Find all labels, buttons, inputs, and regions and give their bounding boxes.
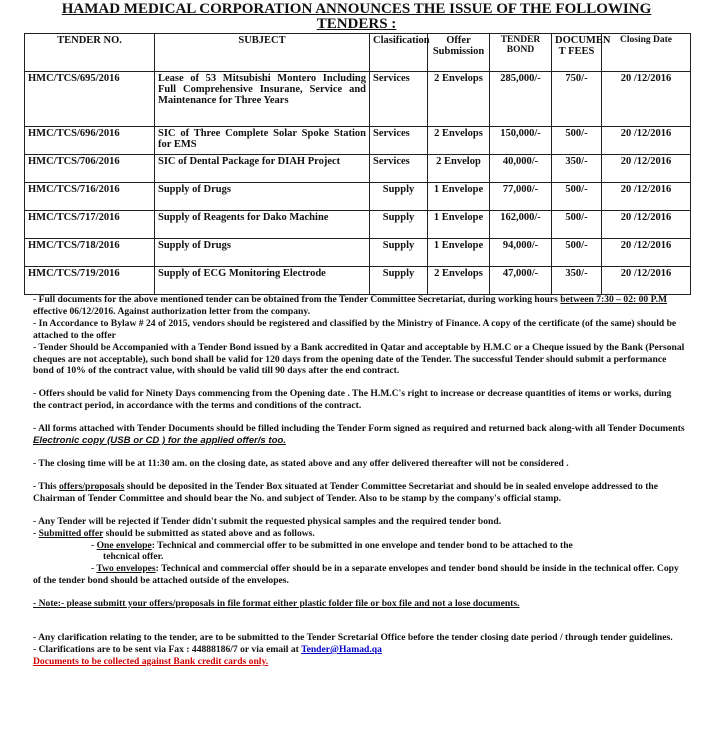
tenders-table [24,33,691,295]
bond-cell: 285,000/- [490,72,552,127]
classification-cell: Supply [370,267,428,295]
closing-date-cell: 20 /12/2016 [602,239,691,267]
classification-cell: Services [370,72,428,127]
tender-notes [33,294,685,668]
bond-cell: 162,000/- [490,211,552,239]
bond-cell: 77,000/- [490,183,552,211]
tender-no-cell: HMC/TCS/716/2016 [25,183,155,211]
subject-cell: Supply of Drugs [155,183,370,211]
table-row [25,239,691,267]
closing-date-cell: 20 /12/2016 [602,211,691,239]
note-contact: - Clarifications are to be sent via Fax : 44888186/7 or via email at Tender@Hamad.qa [33,643,382,655]
classification-cell: Supply [370,211,428,239]
note-closing-time: - The closing time will be at 11:30 am. on the closing date, as stated above and any offer delivered thereafter will not be considered . [33,457,569,469]
closing-date-cell: 20 /12/2016 [602,155,691,183]
fee-cell: 750/- [552,72,602,127]
closing-date-cell: 20 /12/2016 [602,127,691,155]
note-validity: - Offers should be valid for Ninety Days commencing from the Opening date . The H.M.C's right to increase or decrease quantities of items or works, during the contract period, in accordance with the terms and conditions of the contract. [33,388,672,412]
closing-date-cell: 20 /12/2016 [602,72,691,127]
bond-cell: 40,000/- [490,155,552,183]
offer-cell: 2 Envelops [428,127,490,155]
header-document-fees: DOCUMEN T FEES [552,34,602,72]
fee-cell: 500/- [552,211,602,239]
tender-no-cell: HMC/TCS/695/2016 [25,72,155,127]
offer-cell: 2 Envelop [428,155,490,183]
tender-no-cell: HMC/TCS/696/2016 [25,127,155,155]
offer-cell: 2 Envelops [428,267,490,295]
tender-no-cell: HMC/TCS/706/2016 [25,155,155,183]
note-forms: - All forms attached with Tender Documents should be filled including the Tender Form signed as required and returned back along-with all Tender Documents Electronic copy (USB or CD ) for the applied offer/s too. [33,423,685,447]
header-classification: Clasification [370,34,428,72]
note-documents: - Full documents for the above mentioned tender can be obtained from the Tender Committee Secretariat, during working hours between 7:30 – 02: 00 P.M effective 06/12/2016. Against authorization letter from the company. [33,294,668,317]
header-subject: SUBJECT [155,34,370,72]
offer-cell: 1 Envelope [428,239,490,267]
closing-date-cell: 20 /12/2016 [602,267,691,295]
header-offer-submission: Offer Submission [428,34,490,72]
page-title [0,2,713,32]
fee-cell: 500/- [552,127,602,155]
closing-date-cell: 20 /12/2016 [602,183,691,211]
offer-cell: 1 Envelope [428,211,490,239]
header-closing-date: Closing Date [602,34,691,72]
note-tender-bond: - Tender Should be Accompanied with a Tender Bond issued by a Bank accredited in Qatar and acceptable by H.M.C or a Cheque issued by the Bank (Personal cheques are not acceptable), such bond shall be valid for 120 days from the opening date of the Tender. The successful Tender should submit a performance bond of 10% of the contract value, with should be valid till 90 days after the end contract. [33,341,685,377]
classification-cell: Supply [370,239,428,267]
fee-cell: 350/- [552,155,602,183]
note-submitted-offer: - Submitted offer should be submitted as stated above and as follows. [33,527,315,539]
note-deposit: - This offers/proposals should be deposited in the Tender Box situated at Tender Committee Secretariat and should be in sealed envelope addressed to the Chairman of Tender Committee and should bear the No. and subject of Tender. Also to be stamp by the company's official stamp. [33,480,658,504]
fee-cell: 500/- [552,239,602,267]
note-rejection: - Any Tender will be rejected if Tender didn't submit the requested physical samples and the required tender bond. [33,515,502,527]
note-bank-cards: Documents to be collected against Bank credit cards only. [33,655,269,667]
note-registration: - In Accordance to Bylaw # 24 of 2015, vendors should be registered and classified by the Ministry of Finance. A copy of the certificate (of the same) should be attached to the offer [33,317,677,341]
classification-cell: Services [370,155,428,183]
table-row [25,183,691,211]
subject-cell: Supply of ECG Monitoring Electrode [155,267,370,295]
offer-cell: 2 Envelops [428,72,490,127]
fee-cell: 500/- [552,183,602,211]
subject-cell: SIC of Three Complete Solar Spoke Station for EMS [155,127,370,155]
table-row [25,211,691,239]
note-two-envelopes: - Two envelopes: Technical and commercial offer should be in a separate envelopes and tender bond should be inside in the technical offer. Copy of the tender bond should be attached outside of the envelopes. [33,563,679,587]
subject-cell: Lease of 53 Mitsubishi Montero Including Full Comprehensive Insurane, Service and Maintenance for Three Years [155,72,370,127]
email-link[interactable]: Tender@Hamad.qa [301,643,382,655]
note-one-envelope: - One envelope: Technical and commercial offer to be submitted in one envelope and tender bond to be attached to the [91,539,573,551]
title-line-1: HAMAD MEDICAL CORPORATION ANNOUNCES THE ISSUE OF THE FOLLOWING [61,1,652,17]
title-line-2: TENDERS : [316,16,397,32]
tender-no-cell: HMC/TCS/718/2016 [25,239,155,267]
classification-cell: Supply [370,183,428,211]
tender-no-cell: HMC/TCS/717/2016 [25,211,155,239]
table-row [25,267,691,295]
note-file-format: - Note:- please submitt your offers/proposals in file format either plastic folder file or box file and not a lose documents. [33,598,520,610]
note-one-envelope-cont: tehcnical offer. [103,551,164,563]
subject-cell: SIC of Dental Package for DIAH Project [155,155,370,183]
tender-no-cell: HMC/TCS/719/2016 [25,267,155,295]
classification-cell: Services [370,127,428,155]
fee-cell: 350/- [552,267,602,295]
note-clarification: - Any clarification relating to the tender, are to be submitted to the Tender Scretarial Office before the tender closing date period / through tender guidelines. [33,632,673,644]
header-tender-bond: TENDER BOND [490,34,552,72]
header-tender-no: TENDER NO. [25,34,155,72]
subject-cell: Supply of Drugs [155,239,370,267]
bond-cell: 47,000/- [490,267,552,295]
table-row [25,155,691,183]
subject-cell: Supply of Reagents for Dako Machine [155,211,370,239]
bond-cell: 94,000/- [490,239,552,267]
offer-cell: 1 Envelope [428,183,490,211]
table-row [25,127,691,155]
table-row [25,72,691,127]
bond-cell: 150,000/- [490,127,552,155]
